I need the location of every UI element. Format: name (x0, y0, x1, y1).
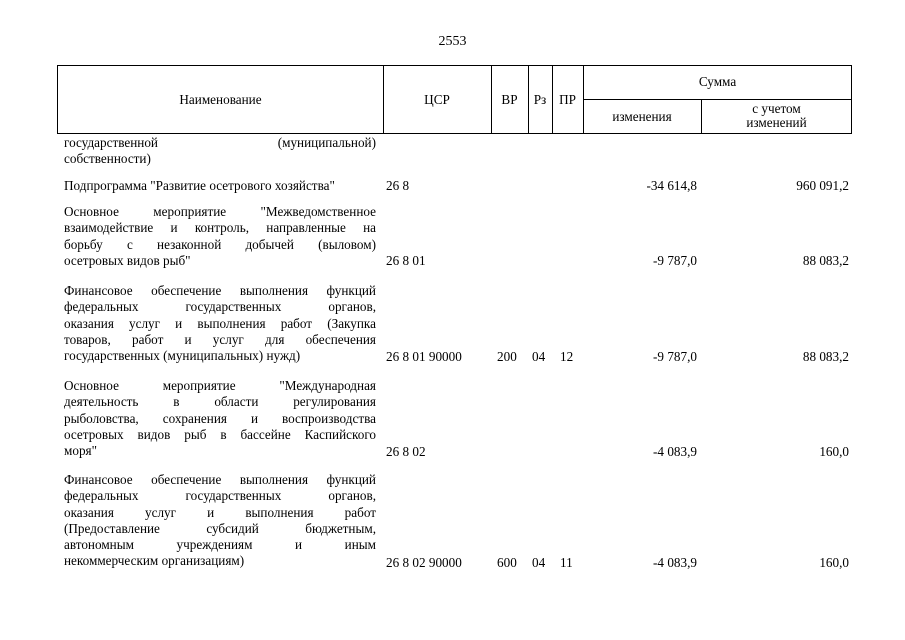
row-pr: 11 (560, 555, 573, 570)
row-csr: 26 8 01 (386, 253, 426, 268)
name-line: федеральных государственных органов, (64, 299, 376, 315)
row-csr: 26 8 02 (386, 444, 426, 459)
name-line: автономным учреждениям и иным (64, 537, 376, 553)
row-divider (583, 99, 852, 100)
name-line: борьбу с незаконной добычей (выловом) (64, 236, 376, 252)
row-change: -4 083,9 (653, 555, 697, 570)
row-vr: 600 (497, 555, 517, 570)
row-total: 160,0 (819, 555, 849, 570)
table-header (57, 65, 852, 134)
header-with-changes-line1: с учетом (752, 101, 801, 116)
name-line: Подпрограмма "Развитие осетрового хозяйства" (64, 178, 335, 193)
row-total: 88 083,2 (802, 349, 849, 364)
name-line: оказания услуг и выполнения работ (64, 504, 376, 520)
name-line: государственных (муниципальных) нужд) (64, 348, 301, 364)
row-total: 88 083,2 (802, 253, 849, 268)
row-name (64, 378, 376, 459)
header-name: Наименование (179, 92, 262, 107)
row-name (64, 178, 376, 194)
name-line: Финансовое обеспечение выполнения функций (64, 472, 376, 487)
name-line: осетровых видов рыб в бассейне Каспийского (64, 426, 376, 442)
row-total: 160,0 (819, 444, 849, 459)
row-total: 960 091,2 (796, 178, 849, 193)
row-pr: 12 (560, 349, 574, 364)
name-line: федеральных государственных органов, (64, 488, 376, 504)
name-line: некоммерческим организациям) (64, 553, 245, 569)
name-line: (Предоставление субсидий бюджетным, (64, 520, 376, 536)
row-change: -34 614,8 (646, 178, 697, 193)
row-change: -9 787,0 (653, 349, 697, 364)
row-rz: 04 (532, 349, 546, 364)
row-change: -9 787,0 (653, 253, 697, 268)
row-csr: 26 8 (386, 178, 410, 193)
row-name (64, 283, 376, 364)
row-csr: 26 8 01 90000 (386, 349, 462, 364)
row-csr: 26 8 02 90000 (386, 555, 462, 570)
row-name (64, 204, 376, 269)
header-csr: ЦСР (424, 92, 450, 107)
name-line: осетровых видов рыб" (64, 252, 191, 268)
row-vr: 200 (497, 349, 517, 364)
name-line: оказания услуг и выполнения работ (Закупка (64, 315, 376, 331)
row-name (64, 472, 376, 570)
header-rz: Рз (533, 92, 547, 107)
name-line: Финансовое обеспечение выполнения функций (64, 283, 376, 298)
name-line: Основное мероприятие "Межведомственное (64, 204, 376, 219)
header-sum: Сумма (698, 74, 737, 89)
row-rz: 04 (532, 555, 546, 570)
name-line: Основное мероприятие "Международная (64, 378, 376, 393)
name-line: товаров, работ и услуг для обеспечения (64, 331, 376, 347)
name-line: деятельность в области регулирования (64, 394, 376, 410)
header-pr: ПР (559, 92, 576, 107)
name-line: рыболовства, сохранения и воспроизводства (64, 410, 376, 426)
row-change: -4 083,9 (653, 444, 697, 459)
header-changes: изменения (612, 109, 672, 124)
name-line: взаимодействие и контроль, направленные на (64, 220, 376, 236)
row-name (64, 135, 376, 168)
name-line: собственности) (64, 151, 151, 167)
name-line: государственной (муниципальной) (64, 135, 376, 150)
name-line: моря" (64, 443, 97, 459)
header-with-changes (701, 102, 852, 130)
header-with-changes-line2: изменений (746, 115, 807, 130)
page-number: 2553 (438, 34, 467, 49)
header-vr: ВР (501, 92, 518, 107)
